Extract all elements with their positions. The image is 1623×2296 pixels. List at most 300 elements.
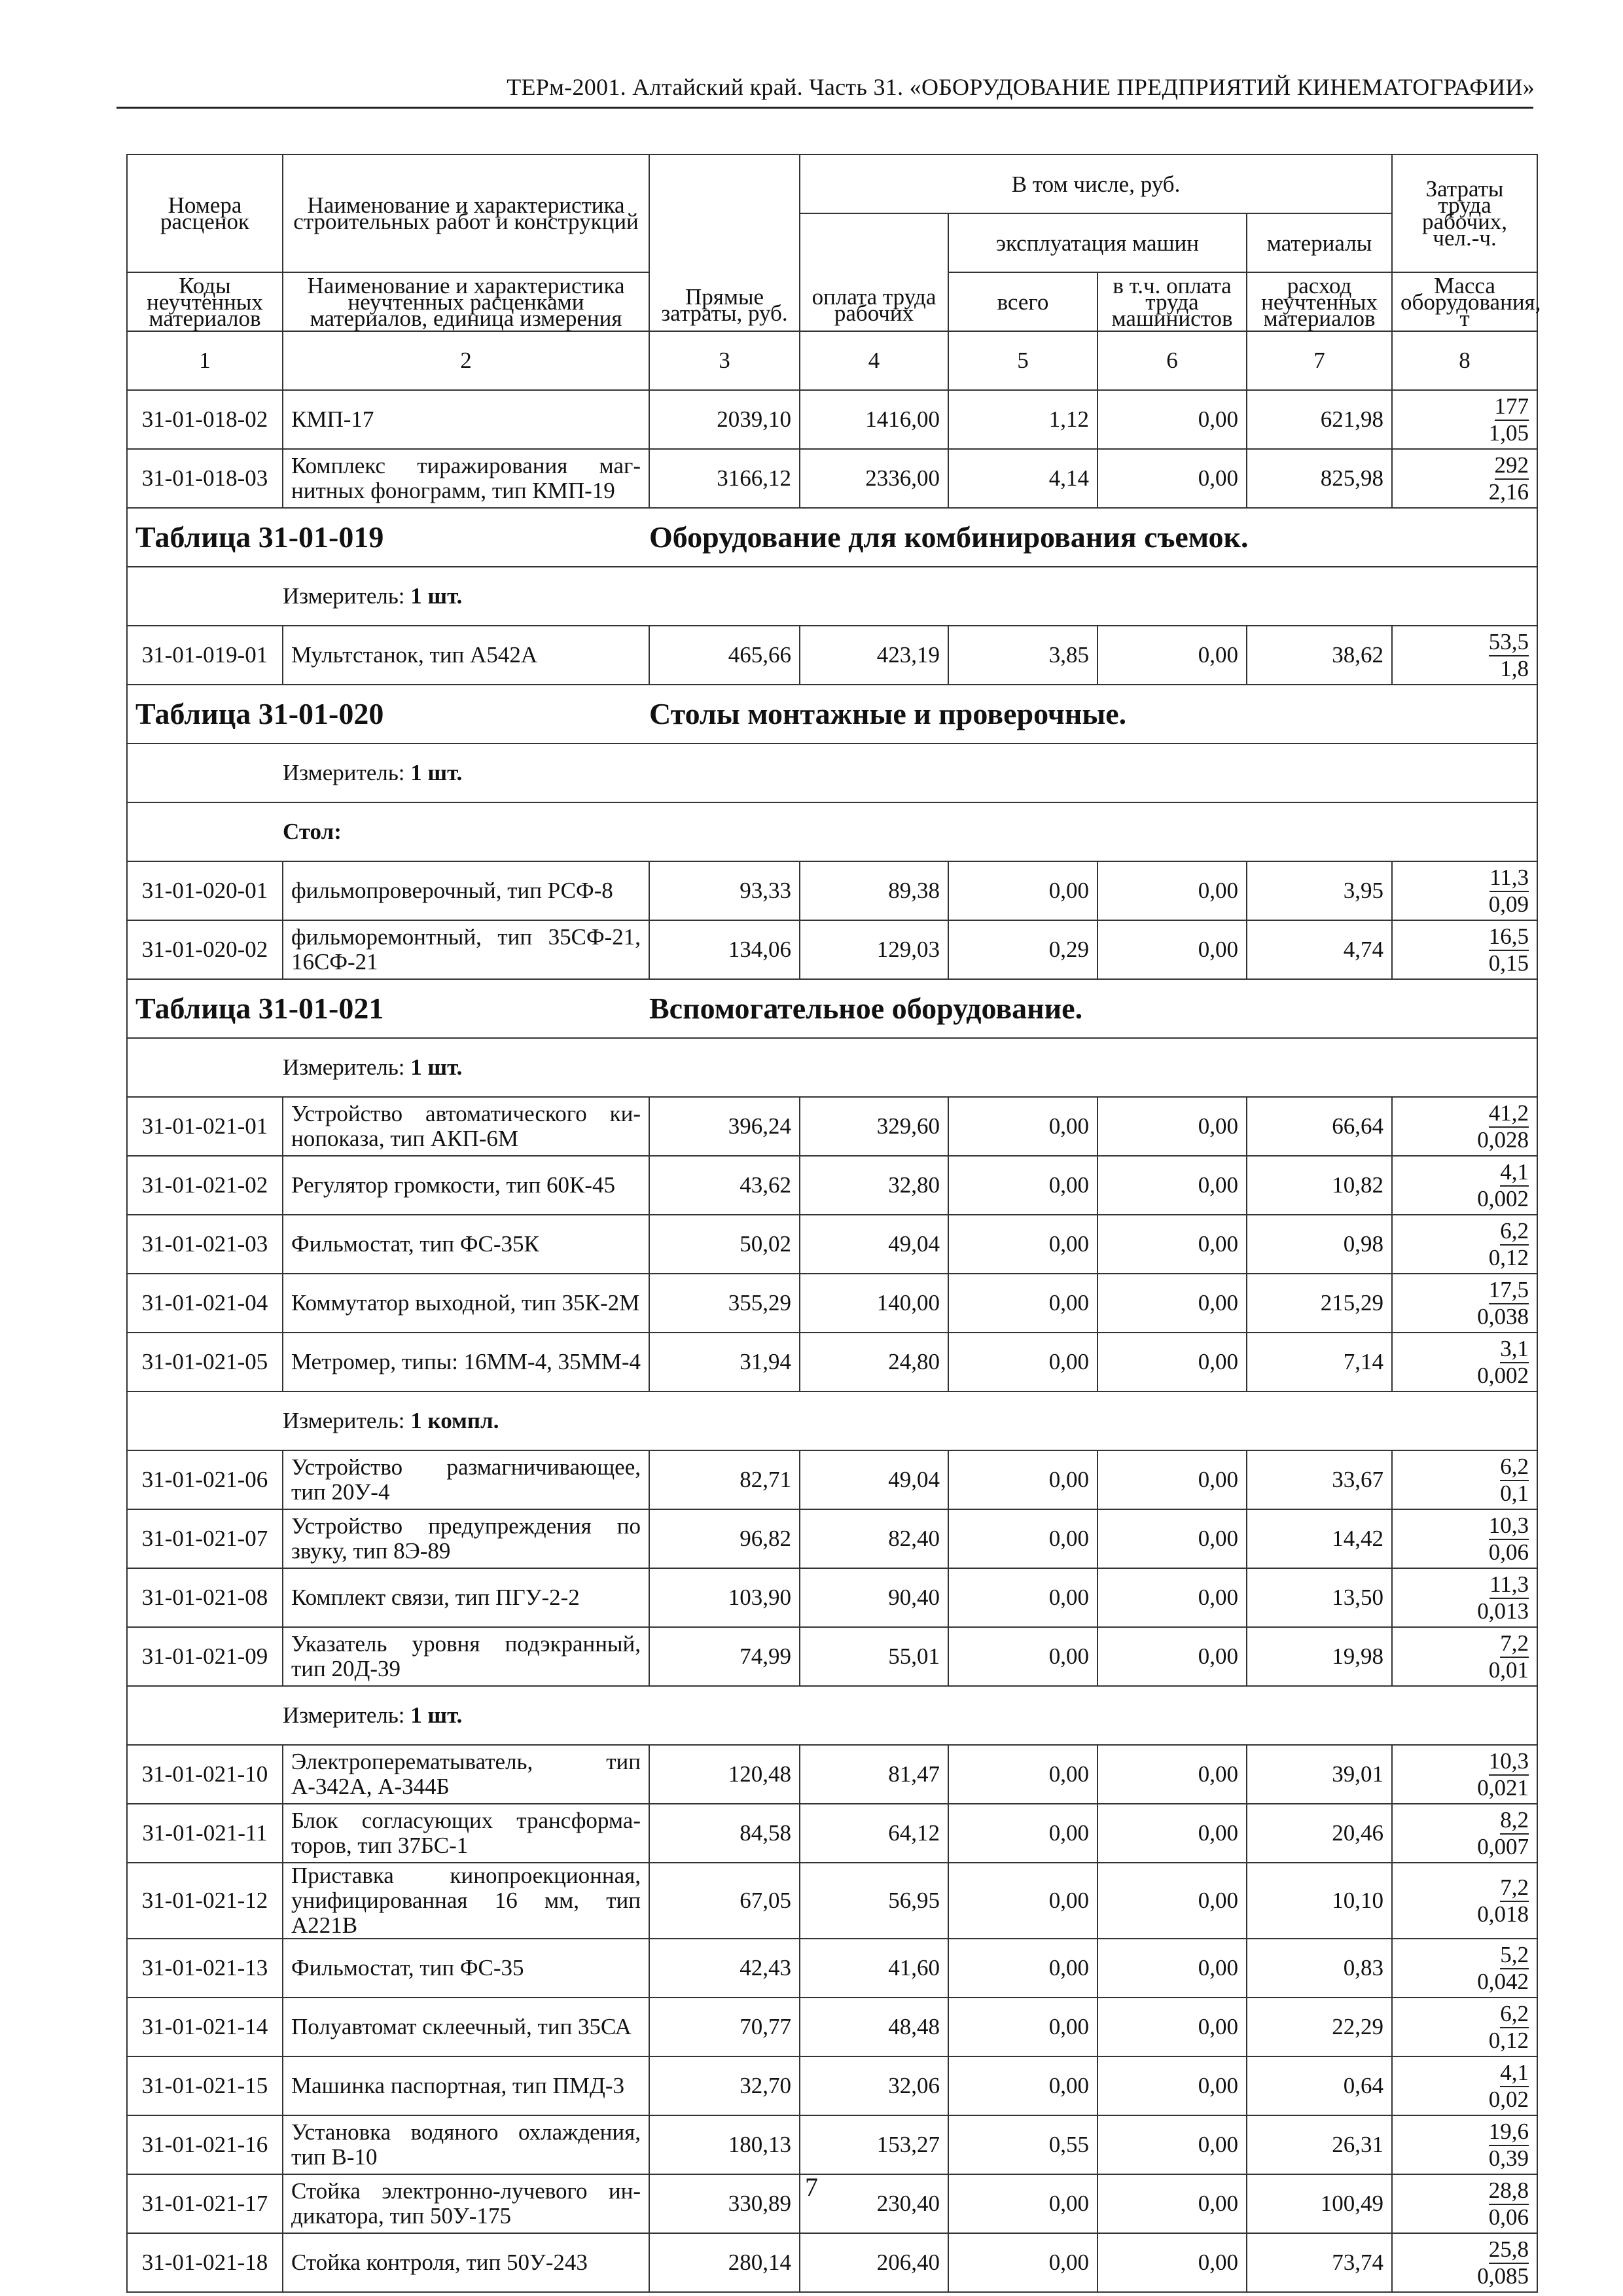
equipment-mass: 0,09	[1488, 891, 1529, 917]
materials-cost: 22,29	[1247, 1998, 1392, 2056]
work-name: Устройство предупреждения по звуку, тип 8Э-89	[283, 1509, 649, 1568]
labor-mass-fraction	[1489, 393, 1529, 446]
labor-hours: 177	[1495, 393, 1529, 421]
work-name: Устройство автоматического ки-нопоказа, тип АКП-6М	[283, 1097, 649, 1156]
machines-cost: 4,14	[948, 449, 1097, 508]
table-row	[127, 1568, 1537, 1627]
table-row	[127, 2115, 1537, 2174]
meter-row	[127, 567, 1537, 626]
column-number: 3	[649, 331, 800, 390]
labor-hours: 292	[1495, 452, 1529, 480]
section-019	[127, 508, 1537, 626]
rows-group-021c	[127, 1745, 1537, 2292]
machinist-labor-cost: 0,00	[1097, 1804, 1247, 1863]
labor-mass-cell	[1392, 1215, 1537, 1274]
direct-cost: 396,24	[649, 1097, 800, 1156]
header-group: В том числе, руб.	[800, 154, 1392, 213]
rows-group-018	[127, 390, 1537, 508]
rate-code: 31-01-019-01	[127, 626, 283, 685]
labor-mass-cell	[1392, 1939, 1537, 1998]
machines-cost: 0,00	[948, 1745, 1097, 1804]
rate-code: 31-01-021-08	[127, 1568, 283, 1627]
table-row	[127, 2233, 1537, 2292]
materials-cost: 26,31	[1247, 2115, 1392, 2174]
machines-cost: 0,00	[948, 2174, 1097, 2233]
labor-cost: 81,47	[800, 1745, 948, 1804]
labor-mass-cell	[1392, 1568, 1537, 1627]
machinist-labor-cost: 0,00	[1097, 1568, 1247, 1627]
rate-code: 31-01-021-13	[127, 1939, 283, 1998]
work-name: Фильмостат, тип ФС-35	[283, 1939, 649, 1998]
labor-cost: 32,80	[800, 1156, 948, 1215]
labor-mass-cell	[1392, 2233, 1537, 2292]
labor-mass-fraction	[1477, 1336, 1529, 1388]
machines-cost: 0,00	[948, 2233, 1097, 2292]
machinist-labor-cost: 0,00	[1097, 390, 1247, 449]
labor-mass-fraction	[1489, 629, 1529, 681]
equipment-mass: 0,15	[1488, 950, 1529, 976]
table-row	[127, 920, 1537, 979]
section-id: Таблица 31-01-019	[135, 520, 384, 554]
machinist-labor-cost: 0,00	[1097, 1333, 1247, 1391]
column-number: 8	[1392, 331, 1537, 390]
labor-cost: 49,04	[800, 1215, 948, 1274]
table-row	[127, 1939, 1537, 1998]
section-id: Таблица 31-01-021	[135, 992, 384, 1025]
table-row	[127, 1215, 1537, 1274]
column-number: 7	[1247, 331, 1392, 390]
labor-hours: 11,3	[1489, 1571, 1529, 1599]
equipment-mass: 0,085	[1477, 2263, 1529, 2289]
equipment-mass: 0,038	[1477, 1304, 1529, 1329]
labor-mass-fraction	[1489, 865, 1529, 917]
rate-code: 31-01-021-09	[127, 1627, 283, 1686]
labor-mass-cell	[1392, 1745, 1537, 1804]
table-row	[127, 1097, 1537, 1156]
machinist-labor-cost: 0,00	[1097, 1450, 1247, 1509]
rate-code: 31-01-018-02	[127, 390, 283, 449]
rate-code: 31-01-021-06	[127, 1450, 283, 1509]
labor-mass-fraction	[1477, 1874, 1529, 1927]
meter-label: Измеритель:	[283, 1054, 405, 1080]
work-name: Устройство размагничивающее, тип 20У-4	[283, 1450, 649, 1509]
table-row	[127, 861, 1537, 920]
table-row	[127, 1863, 1537, 1939]
table-row	[127, 1274, 1537, 1333]
header-col1-bottom: Коды неучтенных материалов	[127, 272, 283, 331]
machinist-labor-cost: 0,00	[1097, 449, 1247, 508]
labor-cost: 24,80	[800, 1333, 948, 1391]
rate-code: 31-01-021-10	[127, 1745, 283, 1804]
materials-cost: 0,64	[1247, 2056, 1392, 2115]
labor-cost: 48,48	[800, 1998, 948, 2056]
machines-cost: 0,29	[948, 920, 1097, 979]
labor-cost: 49,04	[800, 1450, 948, 1509]
labor-mass-cell	[1392, 1863, 1537, 1939]
labor-hours: 41,2	[1489, 1100, 1529, 1128]
machines-cost: 0,00	[948, 1450, 1097, 1509]
labor-hours: 7,2	[1500, 1630, 1529, 1658]
header-col7: расход неучтенных материалов	[1247, 272, 1392, 331]
meter-value: 1 шт.	[410, 583, 463, 609]
materials-cost: 13,50	[1247, 1568, 1392, 1627]
labor-mass-cell	[1392, 449, 1537, 508]
machines-cost: 0,00	[948, 1156, 1097, 1215]
machinist-labor-cost: 0,00	[1097, 2115, 1247, 2174]
direct-cost: 82,71	[649, 1450, 800, 1509]
section-heading	[127, 685, 1537, 744]
rate-code: 31-01-021-07	[127, 1509, 283, 1568]
header-col4: оплата труда рабочих	[800, 213, 948, 331]
machines-cost: 0,00	[948, 1333, 1097, 1391]
labor-mass-fraction	[1477, 1277, 1529, 1329]
machines-cost: 0,00	[948, 1274, 1097, 1333]
materials-cost: 10,10	[1247, 1863, 1392, 1939]
direct-cost: 3166,12	[649, 449, 800, 508]
machinist-labor-cost: 0,00	[1097, 1627, 1247, 1686]
section-id: Таблица 31-01-020	[135, 697, 384, 730]
labor-mass-cell	[1392, 1509, 1537, 1568]
meter-value: 1 шт.	[410, 760, 463, 785]
labor-cost: 64,12	[800, 1804, 948, 1863]
labor-mass-cell	[1392, 2056, 1537, 2115]
labor-hours: 10,3	[1489, 1513, 1529, 1540]
direct-cost: 42,43	[649, 1939, 800, 1998]
labor-mass-fraction	[1489, 452, 1529, 505]
labor-cost: 55,01	[800, 1627, 948, 1686]
work-name: Указатель уровня подэкранный, тип 20Д-39	[283, 1627, 649, 1686]
materials-cost: 7,14	[1247, 1333, 1392, 1391]
materials-cost: 33,67	[1247, 1450, 1392, 1509]
equipment-mass: 0,002	[1477, 1186, 1529, 1211]
direct-cost: 67,05	[649, 1863, 800, 1939]
work-name: Стойка электронно-лучевого ин-дикатора, тип 50У-175	[283, 2174, 649, 2233]
section-title: Столы монтажные и проверочные.	[649, 697, 1127, 730]
materials-cost: 10,82	[1247, 1156, 1392, 1215]
rows-group-021b	[127, 1450, 1537, 1686]
labor-mass-fraction	[1477, 1942, 1529, 1994]
labor-mass-fraction	[1477, 1571, 1529, 1624]
labor-mass-cell	[1392, 1274, 1537, 1333]
section-021	[127, 979, 1537, 1097]
equipment-mass: 0,002	[1477, 1363, 1529, 1388]
work-name: Комплект связи, тип ПГУ-2-2	[283, 1568, 649, 1627]
meter-value: 1 компл.	[410, 1408, 499, 1433]
machines-cost: 0,00	[948, 1998, 1097, 2056]
machines-cost: 0,00	[948, 1627, 1097, 1686]
machinist-labor-cost: 0,00	[1097, 2174, 1247, 2233]
machinist-labor-cost: 0,00	[1097, 1509, 1247, 1568]
direct-cost: 93,33	[649, 861, 800, 920]
rates-table	[126, 154, 1541, 2293]
labor-cost: 423,19	[800, 626, 948, 685]
equipment-mass: 0,01	[1488, 1657, 1529, 1683]
machinist-labor-cost: 0,00	[1097, 2233, 1247, 2292]
machinist-labor-cost: 0,00	[1097, 1939, 1247, 1998]
table-row	[127, 1333, 1537, 1391]
table-row	[127, 626, 1537, 685]
column-number: 2	[283, 331, 649, 390]
header-col6: в т.ч. оплата труда машинистов	[1097, 272, 1247, 331]
labor-mass-cell	[1392, 1804, 1537, 1863]
rate-code: 31-01-021-05	[127, 1333, 283, 1391]
labor-mass-fraction	[1489, 924, 1529, 976]
labor-cost: 82,40	[800, 1509, 948, 1568]
meter-block-2	[127, 1391, 1537, 1450]
direct-cost: 74,99	[649, 1627, 800, 1686]
machines-cost: 0,00	[948, 1509, 1097, 1568]
work-name: Комплекс тиражирования маг-нитных фонограмм, тип КМП-19	[283, 449, 649, 508]
meter-row	[127, 744, 1537, 802]
rate-code: 31-01-021-16	[127, 2115, 283, 2174]
materials-cost: 0,98	[1247, 1215, 1392, 1274]
labor-mass-fraction	[1477, 1748, 1529, 1801]
machinist-labor-cost: 0,00	[1097, 861, 1247, 920]
table-row	[127, 1745, 1537, 1804]
labor-cost: 230,40	[800, 2174, 948, 2233]
labor-hours: 25,8	[1489, 2236, 1529, 2264]
rows-group-019	[127, 626, 1537, 685]
machinist-labor-cost: 0,00	[1097, 920, 1247, 979]
direct-cost: 103,90	[649, 1568, 800, 1627]
labor-mass-fraction	[1489, 1218, 1529, 1270]
meter-row	[127, 1038, 1537, 1097]
work-name: Мультстанок, тип А542А	[283, 626, 649, 685]
machines-cost: 0,00	[948, 1215, 1097, 1274]
equipment-mass: 0,1	[1500, 1480, 1529, 1506]
labor-cost: 206,40	[800, 2233, 948, 2292]
section-heading	[127, 508, 1537, 567]
work-name: фильморемонтный, тип 35СФ-21, 16СФ-21	[283, 920, 649, 979]
labor-mass-cell	[1392, 2115, 1537, 2174]
rate-code: 31-01-021-17	[127, 2174, 283, 2233]
materials-cost: 100,49	[1247, 2174, 1392, 2233]
meter-label: Измеритель:	[283, 583, 405, 609]
labor-mass-cell	[1392, 626, 1537, 685]
table-row	[127, 1156, 1537, 1215]
materials-cost: 0,83	[1247, 1939, 1392, 1998]
materials-cost: 20,46	[1247, 1804, 1392, 1863]
machines-cost: 0,00	[948, 1939, 1097, 1998]
work-name: КМП-17	[283, 390, 649, 449]
header-col8-bottom: Масса оборудования, т	[1392, 272, 1537, 331]
rate-code: 31-01-021-15	[127, 2056, 283, 2115]
machinist-labor-cost: 0,00	[1097, 626, 1247, 685]
equipment-mass: 1,05	[1488, 420, 1529, 446]
labor-cost: 41,60	[800, 1939, 948, 1998]
machinist-labor-cost: 0,00	[1097, 1156, 1247, 1215]
equipment-mass: 1,8	[1500, 656, 1529, 681]
labor-cost: 1416,00	[800, 390, 948, 449]
equipment-mass: 0,39	[1488, 2145, 1529, 2171]
table-row	[127, 2056, 1537, 2115]
labor-cost: 329,60	[800, 1097, 948, 1156]
table-row	[127, 1998, 1537, 2056]
direct-cost: 465,66	[649, 626, 800, 685]
labor-mass-cell	[1392, 861, 1537, 920]
materials-cost: 19,98	[1247, 1627, 1392, 1686]
rate-code: 31-01-021-11	[127, 1804, 283, 1863]
labor-cost: 140,00	[800, 1274, 948, 1333]
direct-cost: 32,70	[649, 2056, 800, 2115]
column-number: 5	[948, 331, 1097, 390]
work-name: Коммутатор выходной, тип 35К-2М	[283, 1274, 649, 1333]
labor-mass-fraction	[1489, 1630, 1529, 1683]
direct-cost: 355,29	[649, 1274, 800, 1333]
table-row	[127, 449, 1537, 508]
header-col8-top: Затраты труда рабочих, чел.-ч.	[1392, 154, 1537, 272]
rate-code: 31-01-021-18	[127, 2233, 283, 2292]
rate-code: 31-01-021-02	[127, 1156, 283, 1215]
labor-hours: 4,1	[1500, 2060, 1529, 2087]
materials-cost: 4,74	[1247, 920, 1392, 979]
table-row	[127, 1804, 1537, 1863]
work-name: Приставка кинопроекционная, унифицированная 16 мм, тип А221В	[283, 1863, 649, 1939]
labor-hours: 4,1	[1500, 1159, 1529, 1187]
machinist-labor-cost: 0,00	[1097, 1274, 1247, 1333]
labor-cost: 129,03	[800, 920, 948, 979]
direct-cost: 180,13	[649, 2115, 800, 2174]
labor-hours: 7,2	[1500, 1874, 1529, 1902]
section-heading	[127, 979, 1537, 1038]
header-col5: всего	[948, 272, 1097, 331]
direct-cost: 330,89	[649, 2174, 800, 2233]
work-name: Электроперематыватель, тип А-342А, А-344Б	[283, 1745, 649, 1804]
labor-hours: 6,2	[1500, 1218, 1529, 1246]
rate-code: 31-01-020-01	[127, 861, 283, 920]
labor-cost: 90,40	[800, 1568, 948, 1627]
table-header	[127, 154, 1541, 390]
subheading-row	[127, 802, 1537, 861]
equipment-mass: 2,16	[1488, 479, 1529, 505]
table-row	[127, 390, 1537, 449]
equipment-mass: 0,021	[1477, 1775, 1529, 1801]
section-020	[127, 685, 1537, 861]
rate-code: 31-01-021-12	[127, 1863, 283, 1939]
labor-mass-fraction	[1477, 2236, 1529, 2289]
equipment-mass: 0,007	[1477, 1834, 1529, 1859]
header-col2-top: Наименование и характеристика строительных работ и конструкций	[283, 154, 649, 272]
meter-label: Измеритель:	[283, 760, 405, 785]
meter-label: Измеритель:	[283, 1408, 405, 1433]
materials-cost: 38,62	[1247, 626, 1392, 685]
materials-cost: 66,64	[1247, 1097, 1392, 1156]
work-name: Регулятор громкости, тип 60К-45	[283, 1156, 649, 1215]
work-name: фильмопроверочный, тип РСФ-8	[283, 861, 649, 920]
rows-group-021a	[127, 1097, 1537, 1391]
labor-hours: 3,1	[1500, 1336, 1529, 1363]
equipment-mass: 0,06	[1488, 1539, 1529, 1565]
machines-cost: 0,55	[948, 2115, 1097, 2174]
table-row	[127, 1509, 1537, 1568]
labor-mass-fraction	[1477, 1807, 1529, 1859]
direct-cost: 120,48	[649, 1745, 800, 1804]
section-title: Оборудование для комбинирования съемок.	[649, 520, 1249, 554]
materials-cost: 73,74	[1247, 2233, 1392, 2292]
labor-mass-cell	[1392, 1450, 1537, 1509]
labor-mass-cell	[1392, 1333, 1537, 1391]
labor-mass-fraction	[1500, 1454, 1529, 1506]
machines-cost: 0,00	[948, 1568, 1097, 1627]
rows-group-020	[127, 861, 1537, 979]
direct-cost: 280,14	[649, 2233, 800, 2292]
direct-cost: 96,82	[649, 1509, 800, 1568]
materials-cost: 621,98	[1247, 390, 1392, 449]
labor-mass-cell	[1392, 390, 1537, 449]
header-col2-bottom: Наименование и характеристика неучтенных расценками материалов, единица измерения	[283, 272, 649, 331]
meter-label: Измеритель:	[283, 1702, 405, 1728]
meter-block-3	[127, 1686, 1537, 1745]
labor-mass-fraction	[1477, 1100, 1529, 1153]
header-rule	[116, 107, 1533, 109]
machinist-labor-cost: 0,00	[1097, 1745, 1247, 1804]
column-numbers-row	[127, 331, 1537, 390]
materials-cost: 39,01	[1247, 1745, 1392, 1804]
equipment-mass: 0,028	[1477, 1127, 1529, 1153]
labor-mass-fraction	[1489, 2119, 1529, 2171]
header-materials: материалы	[1247, 213, 1392, 272]
machines-cost: 0,00	[948, 2056, 1097, 2115]
column-number: 6	[1097, 331, 1247, 390]
equipment-mass: 0,02	[1488, 2087, 1529, 2112]
direct-cost: 70,77	[649, 1998, 800, 2056]
machines-cost: 3,85	[948, 626, 1097, 685]
rate-code: 31-01-021-01	[127, 1097, 283, 1156]
labor-cost: 153,27	[800, 2115, 948, 2174]
labor-hours: 10,3	[1489, 1748, 1529, 1776]
machines-cost: 0,00	[948, 1097, 1097, 1156]
labor-hours: 53,5	[1489, 629, 1529, 656]
machinist-labor-cost: 0,00	[1097, 1998, 1247, 2056]
machinist-labor-cost: 0,00	[1097, 2056, 1247, 2115]
labor-mass-cell	[1392, 920, 1537, 979]
labor-hours: 16,5	[1489, 924, 1529, 951]
direct-cost: 2039,10	[649, 390, 800, 449]
machines-cost: 0,00	[948, 1863, 1097, 1939]
rate-code: 31-01-018-03	[127, 449, 283, 508]
machinist-labor-cost: 0,00	[1097, 1097, 1247, 1156]
direct-cost: 50,02	[649, 1215, 800, 1274]
labor-cost: 56,95	[800, 1863, 948, 1939]
labor-mass-cell	[1392, 1156, 1537, 1215]
labor-hours: 19,6	[1489, 2119, 1529, 2146]
equipment-mass: 0,013	[1477, 1598, 1529, 1624]
labor-hours: 5,2	[1500, 1942, 1529, 1969]
header-machines: эксплуатация машин	[948, 213, 1247, 272]
section-title: Вспомогательное оборудование.	[649, 992, 1083, 1025]
machines-cost: 0,00	[948, 1804, 1097, 1863]
work-name: Фильмостат, тип ФС-35К	[283, 1215, 649, 1274]
rate-code: 31-01-021-03	[127, 1215, 283, 1274]
labor-hours: 17,5	[1489, 1277, 1529, 1304]
direct-cost: 134,06	[649, 920, 800, 979]
work-name: Метромер, типы: 16ММ-4, 35ММ-4	[283, 1333, 649, 1391]
meter-value: 1 шт.	[410, 1702, 463, 1728]
table-row	[127, 1450, 1537, 1509]
equipment-mass: 0,12	[1488, 1245, 1529, 1270]
labor-hours: 6,2	[1500, 1454, 1529, 1481]
direct-cost: 84,58	[649, 1804, 800, 1863]
labor-mass-fraction	[1477, 1159, 1529, 1211]
machinist-labor-cost: 0,00	[1097, 1215, 1247, 1274]
labor-mass-fraction	[1489, 2060, 1529, 2112]
equipment-mass: 0,042	[1477, 1969, 1529, 1994]
labor-mass-fraction	[1489, 1513, 1529, 1565]
labor-mass-cell	[1392, 1998, 1537, 2056]
running-header: ТЕРм-2001. Алтайский край. Часть 31. «ОБОРУДОВАНИЕ ПРЕДПРИЯТИЙ КИНЕМАТОГРАФИИ»	[507, 74, 1535, 100]
table-row	[127, 1627, 1537, 1686]
labor-hours: 8,2	[1500, 1807, 1529, 1835]
